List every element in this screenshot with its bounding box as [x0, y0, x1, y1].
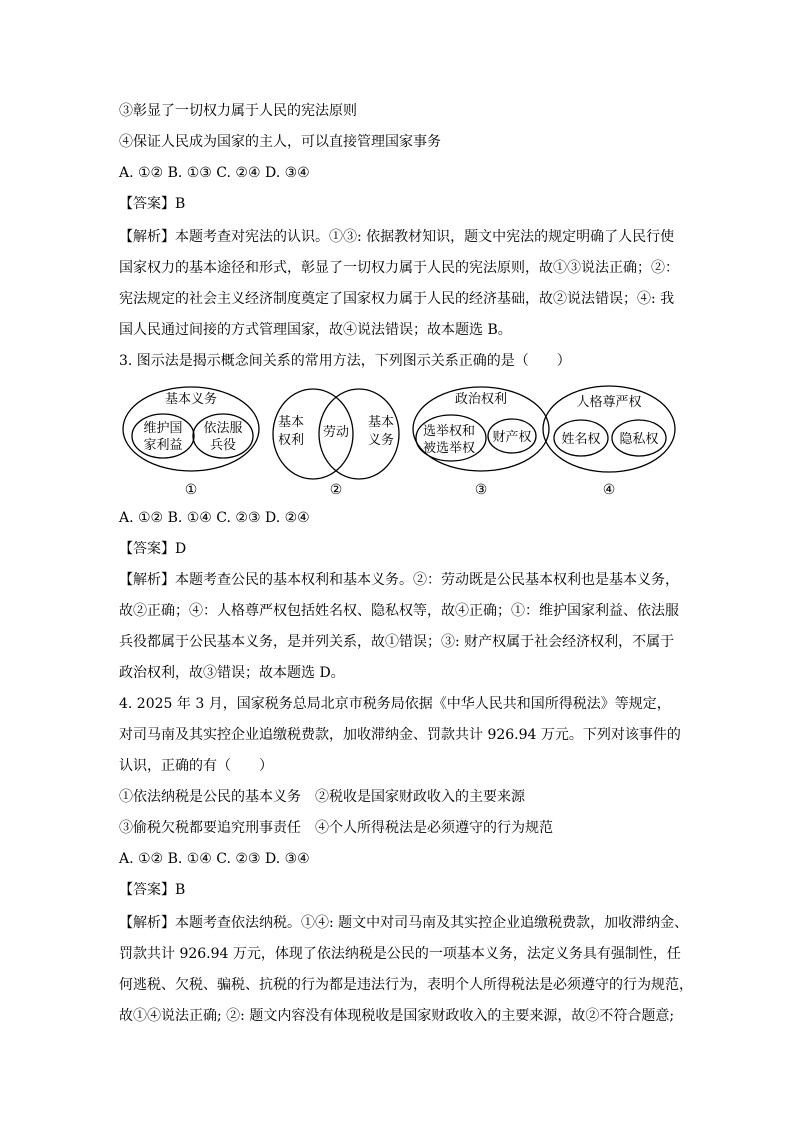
q3-stem: 3. 图示法是揭示概念间关系的常用方法，下列图示关系正确的是（ ）: [119, 353, 571, 369]
d4-left-label: 姓名权: [561, 432, 601, 447]
d2-number: ②: [329, 482, 343, 498]
q3-choices: A. ①② B. ①④ C. ②③ D. ②④: [119, 510, 310, 526]
q2-analysis-line-4: 国人民通过间接的方式管理国家，故④说法错误；故本题选 B。: [119, 322, 512, 338]
q4-stem-line-1: 4. 2025 年 3 月，国家税务总局北京市税务局依据《中华人民共和国所得税法》等规定，: [119, 696, 671, 712]
q4-analysis-line-3: 何逃税、欠税、骗税、抗税的行为都是违法行为，表明个人所得税法是必须遵守的行为规范，: [119, 977, 693, 993]
d1-left-label-2: 家利益: [143, 438, 183, 453]
q3-analysis-line-3: 兵役都属于公民基本义务，是并列关系，故①错误；③: 财产权属于社会经济权利，不属于: [119, 634, 675, 650]
q4-analysis-line-2: 罚款共计 926.94 万元，体现了依法纳税是公民的一项基本义务，法定义务具有强制性，任: [119, 946, 681, 962]
d4-outer-label: 人格尊严权: [576, 395, 642, 410]
d1-right-label-2: 兵役: [209, 438, 237, 453]
d4-number: ④: [602, 482, 616, 498]
option-3-text: ③彰显了一切权力属于人民的宪法原则: [119, 103, 357, 119]
q4-options-line-1: ①依法纳税是公民的基本义务 ②税收是国家财政收入的主要来源: [119, 789, 525, 805]
q2-analysis-line-1: 【解析】本题考查对宪法的认识。①③: 依据教材知识，题文中宪法的规定明确了人民行使: [119, 229, 675, 245]
q3-analysis-line-2: 故②正确；④：人格尊严权包括姓名权、隐私权等，故④正确；①：维护国家利益、依法服: [119, 603, 679, 619]
q2-choices: A. ①② B. ①③ C. ②④ D. ③④: [119, 165, 310, 181]
q3-analysis-line-1: 【解析】本题考查公民的基本权利和基本义务。②：劳动既是公民基本权利也是基本义务，: [119, 572, 679, 588]
d2-right-label-2: 义务: [367, 433, 395, 448]
q2-answer: 【答案】B: [119, 196, 186, 212]
d3-number: ③: [474, 482, 488, 498]
q3-answer: 【答案】D: [119, 541, 187, 557]
q4-answer: 【答案】B: [119, 882, 186, 898]
q4-options-line-2: ③偷税欠税都要追究刑事责任 ④个人所得税法是必须遵守的行为规范: [119, 820, 553, 836]
q4-stem-line-2: 对司马南及其实控企业追缴税费款，加收滞纳金、罚款共计 926.94 万元。下列对该事件的: [119, 727, 681, 743]
q4-choices: A. ①② B. ①④ C. ②③ D. ③④: [119, 851, 310, 867]
d4-right-label: 隐私权: [619, 432, 659, 447]
q4-analysis-line-1: 【解析】本题考查依法纳税。①④: 题文中对司马南及其实控企业追缴税费款，加收滞纳金、: [119, 915, 689, 931]
d2-right-label-1: 基本: [367, 415, 395, 430]
d3-left-label-2: 被选举权: [422, 441, 476, 456]
d1-left-label-1: 维护国: [143, 421, 183, 436]
q2-analysis-line-2: 国家权力的基本途径和形式，彰显了一切权力属于人民的宪法原则，故①③说法正确；②：: [119, 260, 679, 276]
d2-middle-label: 劳动: [322, 425, 350, 440]
d1-number: ①: [184, 482, 198, 498]
q4-analysis-line-4: 故①④说法正确; ②: 题文内容没有体现税收是国家财政收入的主要来源，故②不符合题意;: [119, 1008, 675, 1024]
d3-left-label-1: 选举权和: [422, 424, 476, 439]
venn-diagram-svg: [119, 376, 679, 501]
q2-analysis-line-3: 宪法规定的社会主义经济制度奠定了国家权力属于人民的经济基础，故②说法错误；④: 我: [119, 291, 675, 307]
d1-right-label-1: 依法服: [203, 421, 243, 436]
d3-outer-label: 政治权利: [454, 392, 508, 407]
q3-analysis-line-4: 政治权利，故③错误；故本题选 D。: [119, 665, 345, 681]
d2-left-label-2: 权利: [277, 433, 305, 448]
q4-stem-line-3: 认识，正确的有（ ）: [119, 758, 273, 774]
option-4-text: ④保证人民成为国家的主人，可以直接管理国家事务: [119, 134, 441, 150]
q3-venn-diagrams: [119, 376, 679, 501]
d1-outer-label: 基本义务: [164, 392, 218, 407]
d2-left-label-1: 基本: [277, 415, 305, 430]
d3-right-label: 财产权: [492, 430, 532, 445]
